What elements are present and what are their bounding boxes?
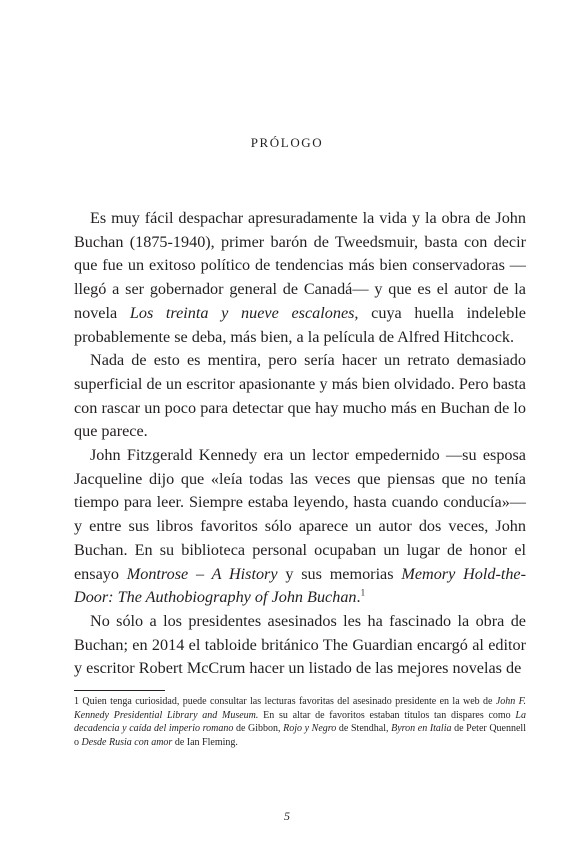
footnote-text-c: En su altar de favoritos estaban títulos tan dispares como bbox=[258, 709, 516, 721]
chapter-title: PRÓLOGO bbox=[250, 135, 324, 150]
footnote-text-i: de Peter Quennell o bbox=[74, 723, 526, 748]
footnote-number: 1 bbox=[74, 696, 79, 707]
footnote-reference[interactable]: 1 bbox=[360, 587, 366, 598]
book-title-memory-hold-the-door: Memory Hold-the-Door: The Authobiography of John Buchan bbox=[74, 564, 527, 607]
page-number: 5 bbox=[284, 809, 290, 823]
footnote-jfk-library: John F. Kennedy Presidential Library and Museum. bbox=[74, 696, 526, 721]
paragraph-1-text-a: Es muy fácil despachar apresuradamente la vida y la obra de John Buchan (1875-1940), primer barón de Tweedsmuir, basta con decir que fue un exitoso político de tendencias más bien conservadoras —llegó a ser gobernador general de Canadá— y que es el autor de la novela bbox=[74, 209, 526, 322]
footnote-book-fleming: Desde Rusia con amor bbox=[81, 736, 173, 748]
footnote-text-e: de Gibbon, bbox=[233, 723, 284, 735]
footnote-book-quennell: Byron en Italia bbox=[391, 723, 452, 735]
footnote-book-stendhal: Rojo y Negro bbox=[283, 723, 337, 735]
paragraph-3-text-e: . bbox=[356, 588, 361, 607]
book-title-los-treinta-y-nueve-escalones: Los treinta y nueve escalones, bbox=[129, 303, 359, 322]
paragraph-3 bbox=[74, 444, 526, 610]
paragraph-1-text-c: cuya huella indeleble probablemente se deba, más bien, a la película de Alfred Hitchcock. bbox=[74, 303, 526, 346]
paragraph-1 bbox=[74, 207, 526, 349]
footnote-divider bbox=[74, 690, 165, 691]
footnote-book-gibbon: La decadencia y caída del imperio romano bbox=[74, 709, 526, 735]
body-text bbox=[74, 207, 526, 681]
footnote-text-g: de Stendhal, bbox=[336, 723, 392, 735]
paragraph-2: Nada de esto es mentira, pero sería hacer un retrato demasiado superficial de un escritor apasionante y más bien olvidado. Pero basta con rascar un poco para detectar que hay mucho más en Buchan de lo que parece. bbox=[74, 351, 526, 441]
footnote-1 bbox=[74, 695, 526, 749]
paragraph-4: No sólo a los presidentes asesinados les ha fascinado la obra de Buchan; en 2014 el tabloide británico The Guardian encargó al editor y escritor Robert McCrum hacer un listado de las mejores novelas de bbox=[74, 611, 526, 678]
footnote bbox=[74, 695, 526, 749]
footnote-text-k: de Ian Fleming. bbox=[172, 736, 238, 748]
paragraph-3-text-c: y sus memorias bbox=[277, 564, 402, 583]
paragraph-3-text-a: John Fitzgerald Kennedy era un lector empedernido —su esposa Jacqueline dijo que «leía todas las veces que piensas que no tenía tiempo para leer. Siempre estaba leyendo, hasta cuando conducía»— y entre sus libros favoritos sólo aparece un autor dos veces, John Buchan. En su biblioteca personal ocupaban un lugar de honor el ensayo bbox=[74, 446, 526, 583]
book-title-montrose: Montrose – A History bbox=[126, 564, 278, 583]
footnote-text-a: Quien tenga curiosidad, puede consultar las lecturas favoritas del asesinado presidente en la web de bbox=[79, 696, 496, 707]
